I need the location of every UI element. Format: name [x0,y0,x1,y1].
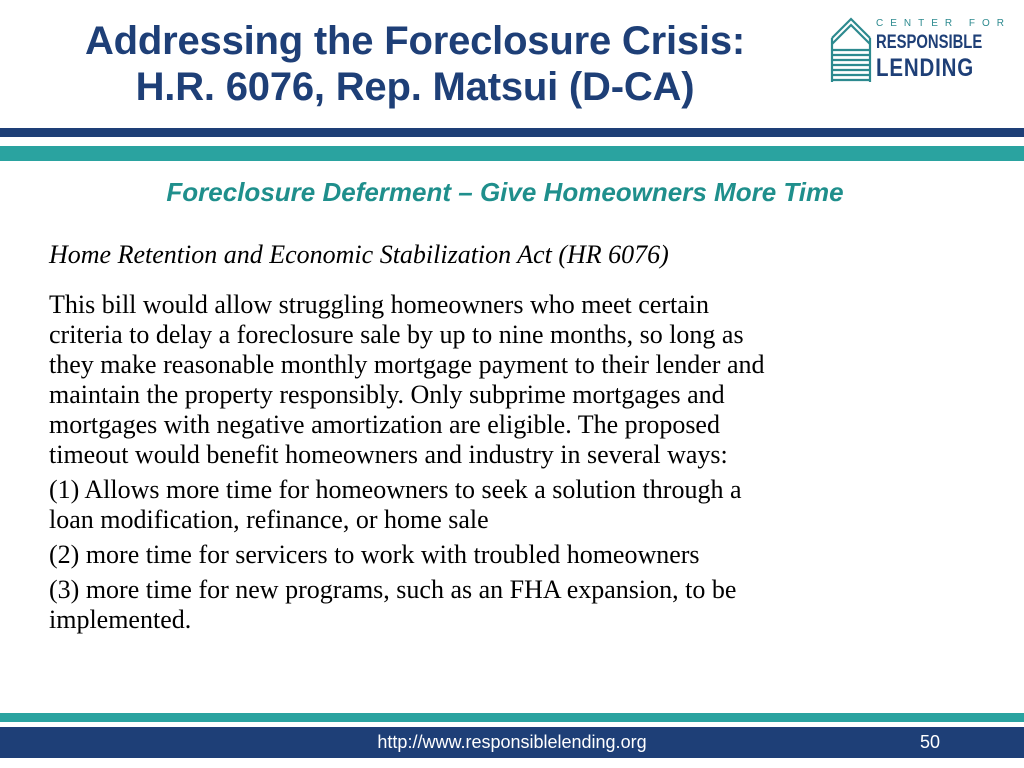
logo-line-mid: RESPONSIBLE [876,32,983,53]
footer-url-text[interactable]: http://www.responsiblelending.org [377,732,647,752]
main-paragraph [49,290,999,470]
paragraph-line: criteria to delay a foreclosure sale by up to nine months, so long as [49,320,744,349]
paragraph-line: timeout would benefit homeowners and industry in several ways: [49,440,728,469]
paragraph-line: maintain the property responsibly. Only subprime mortgages and [49,380,725,409]
act-title: Home Retention and Economic Stabilization Act (HR 6076) [49,240,669,269]
crl-logo [830,16,1011,88]
item-line: (1) Allows more time for homeowners to seek a solution through a [49,475,742,504]
header-band-navy [0,128,1024,137]
page-number: 50 [919,732,941,752]
benefit-item-3 [49,575,999,635]
footer-band-teal [0,713,1024,722]
footer-url[interactable] [0,731,1024,753]
item-line: loan modification, refinance, or home sale [49,505,489,534]
header-band-teal [0,146,1024,161]
item-line: (3) more time for new programs, such as an FHA expansion, to be [49,575,737,604]
benefit-item-2 [49,540,999,570]
house-stripes-icon [830,16,872,86]
title-line-2: H.R. 6076, Rep. Matsui (D-CA) [135,65,695,109]
item-line: (2) more time for servicers to work with troubled homeowners [49,540,700,569]
benefit-item-1 [49,475,999,535]
logo-line-top: CENTER FOR [876,18,1011,29]
paragraph-line: This bill would allow struggling homeowners who meet certain [49,290,709,319]
slide-subtitle: Foreclosure Deferment – Give Homeowners More Time [166,177,844,207]
paragraph-line: they make reasonable monthly mortgage payment to their lender and [49,350,765,379]
logo-line-bottom: LENDING [876,54,974,82]
item-line: implemented. [49,605,192,634]
slide-body [49,238,999,635]
paragraph-line: mortgages with negative amortization are eligible. The proposed [49,410,720,439]
title-line-1: Addressing the Foreclosure Crisis: [84,19,746,63]
slide-title [0,18,830,110]
